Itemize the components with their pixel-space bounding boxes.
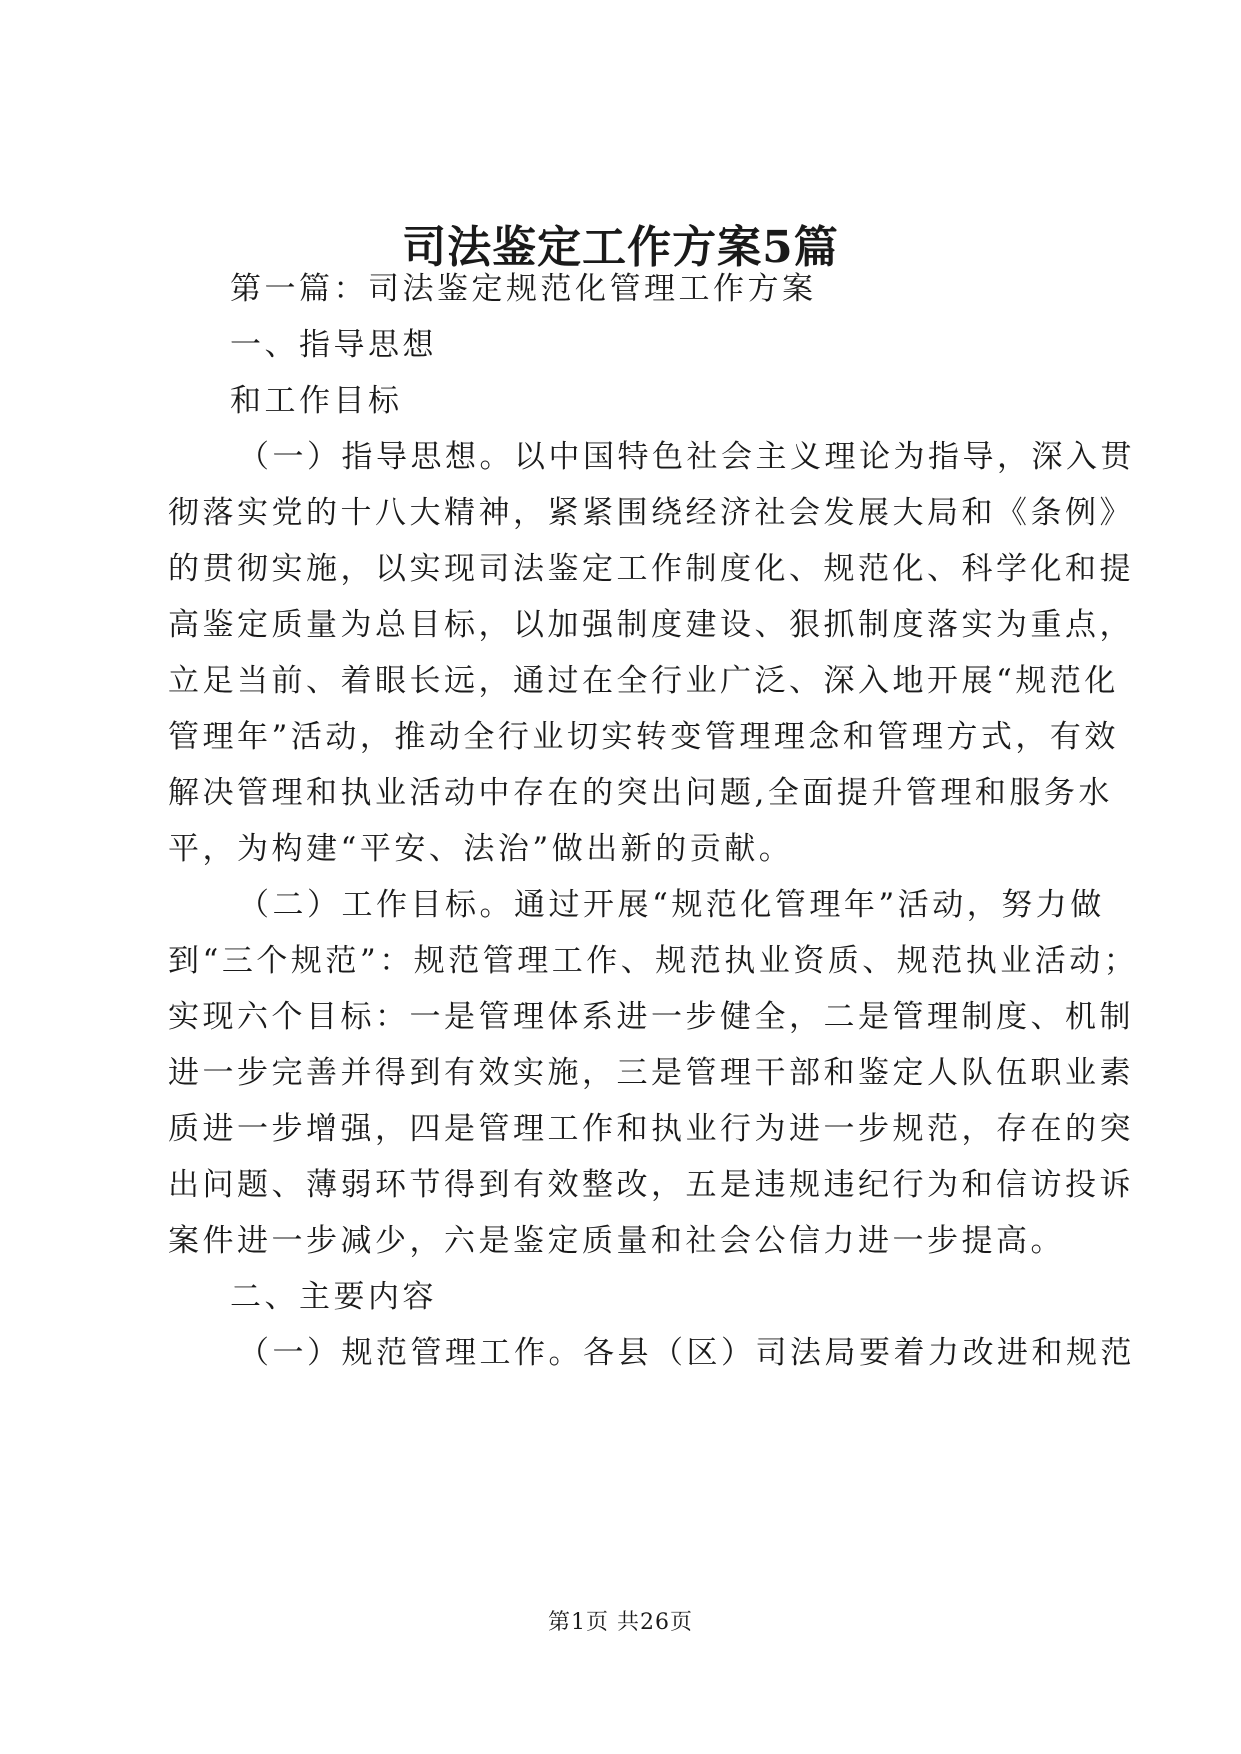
paragraph-line: 彻落实党的十八大精神，紧紧围绕经济社会发展大局和《条例》 — [168, 495, 1134, 531]
section-heading-part-one: 第一篇：司法鉴定规范化管理工作方案 — [230, 271, 817, 307]
paragraph-line: 出问题、薄弱环节得到有效整改，五是违规违纪行为和信访投诉 — [168, 1167, 1134, 1203]
paragraph-line: 案件进一步减少，六是鉴定质量和社会公信力进一步提高。 — [168, 1223, 1065, 1259]
paragraph-line: 高鉴定质量为总目标，以加强制度建设、狠抓制度落实为重点， — [168, 607, 1134, 643]
paragraph-line: 的贯彻实施，以实现司法鉴定工作制度化、规范化、科学化和提 — [168, 551, 1134, 587]
paragraph-line: （二）工作目标。通过开展“规范化管理年”活动，努力做 — [238, 887, 1105, 923]
document-title: 司法鉴定工作方案5篇 — [402, 222, 839, 273]
heading-work-goals: 和工作目标 — [230, 383, 403, 419]
paragraph-line: （一）指导思想。以中国特色社会主义理论为指导，深入贯 — [238, 439, 1135, 475]
heading-main-content: 二、主要内容 — [230, 1279, 437, 1315]
paragraph-line: 进一步完善并得到有效实施，三是管理干部和鉴定人队伍职业素 — [168, 1055, 1134, 1091]
paragraph-line: 质进一步增强，四是管理工作和执业行为进一步规范，存在的突 — [168, 1111, 1134, 1147]
heading-guiding-thought: 一、指导思想 — [230, 327, 437, 363]
paragraph-line: 平，为构建“平安、法治”做出新的贡献。 — [168, 831, 794, 867]
paragraph-line: 立足当前、着眼长远，通过在全行业广泛、深入地开展“规范化 — [168, 663, 1119, 699]
paragraph-line: 管理年”活动，推动全行业切实转变管理理念和管理方式，有效 — [168, 719, 1119, 755]
paragraph-line: （一）规范管理工作。各县（区）司法局要着力改进和规范 — [238, 1335, 1135, 1371]
paragraph-line: 到“三个规范”：规范管理工作、规范执业资质、规范执业活动； — [168, 943, 1139, 979]
page-number-footer: 第1页 共26页 — [548, 1610, 693, 1635]
paragraph-line: 实现六个目标：一是管理体系进一步健全，二是管理制度、机制 — [168, 999, 1134, 1035]
paragraph-line: 解决管理和执业活动中存在的突出问题,全面提升管理和服务水 — [168, 775, 1113, 811]
